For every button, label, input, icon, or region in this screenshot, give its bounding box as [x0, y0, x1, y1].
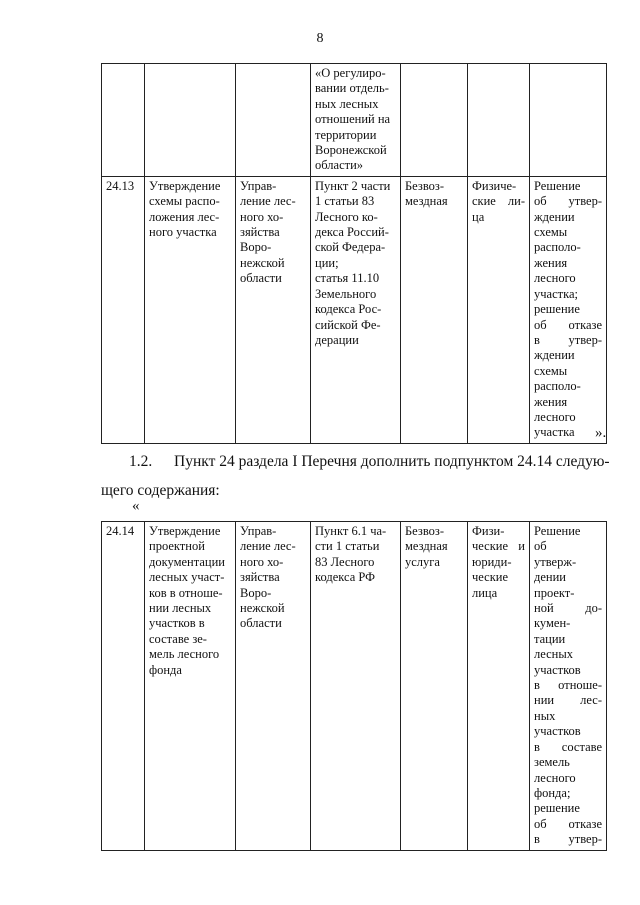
cell-applicants [468, 64, 530, 177]
paragraph-number: 1.2. [129, 453, 153, 470]
paragraph-line-2: щего содержания: [101, 482, 220, 499]
cell-result: Решение об утвер- ждении схемы располо- жения лесного участка; решение об отказе в утвер- ждении схемы располо- жения лесного участка [530, 176, 607, 443]
cell-service [145, 64, 236, 177]
table-row-continuation [102, 64, 607, 177]
table-row-24-13 [102, 176, 607, 443]
cell-cost: Безвоз- мездная услуга [401, 522, 468, 851]
cell-service: Утверждение схемы распо- ложения лес- ного участка [145, 176, 236, 443]
cell-number: 24.13 [102, 176, 145, 443]
paragraph-1-2 [101, 447, 611, 505]
cell-authority: Управ- ление лес- ного хо- зяйства Воро- нежской области [236, 176, 311, 443]
cell-applicants: Физиче- ские ли- ца [468, 176, 530, 443]
closing-quote-mark: ». [595, 425, 607, 441]
cell-number: 24.14 [102, 522, 145, 851]
cell-cost: Безвоз- мездная [401, 176, 468, 443]
cell-cost [401, 64, 468, 177]
services-table-continued [101, 63, 607, 444]
cell-number [102, 64, 145, 177]
cell-service: Утверждение проектной документации лесных участ- ков в отноше- нии лесных участков в составе зе- мель лесного фонда [145, 522, 236, 851]
services-table-new-row [101, 521, 607, 851]
cell-authority: Управ- ление лес- ного хо- зяйства Воро- нежской области [236, 522, 311, 851]
cell-applicants: Физи- ческие и юриди- ческие лица [468, 522, 530, 851]
opening-quote-mark: « [132, 498, 140, 514]
table-row-24-14 [102, 522, 607, 851]
cell-legal-basis: «О регулиро- вании отдель- ных лесных отношений на территории Воронежской области» [311, 64, 401, 177]
cell-result [530, 64, 607, 177]
cell-legal-basis: Пункт 6.1 ча- сти 1 статьи 83 Лесного кодекса РФ [311, 522, 401, 851]
paragraph-text: Пункт 24 раздела I Перечня дополнить подпунктом 24.14 следую- [174, 453, 610, 470]
cell-legal-basis: Пункт 2 части 1 статьи 83 Лесного ко- декса Россий- ской Федера- ции; статья 11.10 Земельного кодекса Рос- сийской Фе- дерации [311, 176, 401, 443]
cell-result: Решение об утверж- дении проект- ной до- кумен- тации лесных участков в отноше- нии лес- ных участков в составе земель лесного фонда; решение об отказе в утвер- [530, 522, 607, 851]
page-number: 8 [316, 31, 324, 46]
cell-authority [236, 64, 311, 177]
paragraph-line-1 [101, 447, 611, 476]
